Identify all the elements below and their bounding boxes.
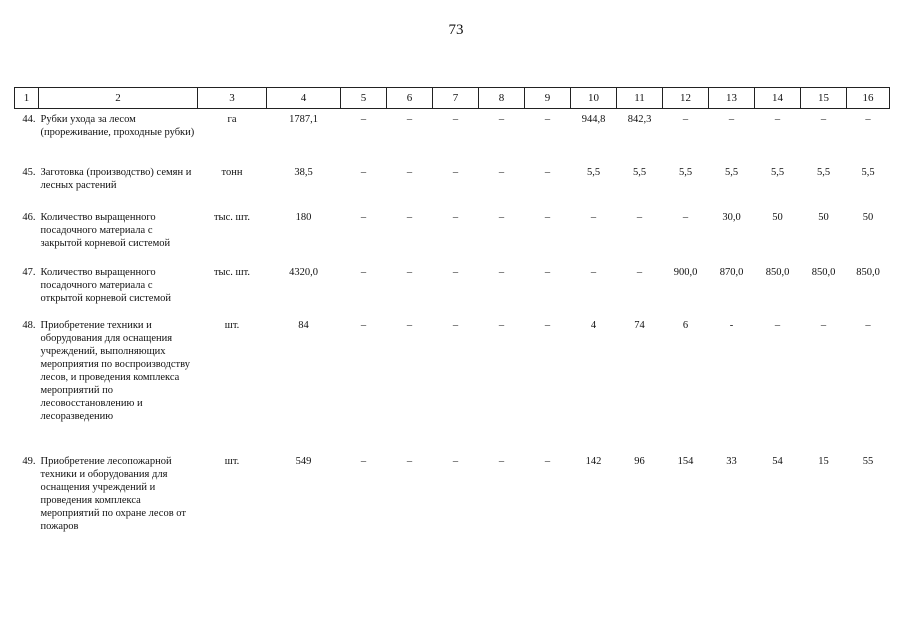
cell-value: 5,5 [586, 167, 601, 178]
cell-value: 50 [862, 212, 874, 223]
cell-value: 55 [862, 456, 874, 467]
cell-value: – [498, 267, 505, 278]
cell-value: – [865, 320, 871, 331]
cell-value: 142 [585, 456, 602, 467]
cell-value: 549 [295, 456, 312, 467]
cell-value: 30,0 [722, 212, 741, 223]
page-number: 73 [448, 22, 464, 38]
row-name: Заготовка (производство) семян и лесных растений [40, 167, 192, 191]
row-name: Количество выращенного посадочного материала с закрытой корневой системой [40, 212, 171, 249]
cell-value: – [636, 212, 643, 223]
cell-value: 154 [677, 456, 694, 467]
cell-value: 1787,1 [289, 114, 318, 125]
row-unit: шт. [224, 456, 240, 467]
cell-value: – [498, 114, 505, 125]
row-name: Приобретение техники и оборудования для оснащения учреждений, выполняющих мероприятия по воспроизводству лесов, и проведения комплекса мероприятий по лесовосстановлению и лесоразведению [40, 320, 190, 422]
cell-value: 38,5 [294, 167, 313, 178]
cell-value: 50 [818, 212, 829, 223]
table-row [15, 109, 890, 163]
cell-value: – [498, 456, 505, 467]
cell-value: 6 [682, 320, 689, 331]
table-row [15, 315, 890, 451]
table-row [15, 451, 890, 545]
cell-value: – [360, 167, 367, 178]
column-header: 1 [15, 88, 39, 109]
cell-value: – [544, 212, 551, 223]
cell-value: – [774, 114, 781, 125]
cell-value: – [728, 114, 735, 125]
cell-value: – [544, 320, 551, 331]
cell-value: – [360, 212, 367, 223]
column-header: 10 [571, 88, 617, 109]
table-row [15, 162, 890, 207]
cell-value: – [360, 456, 367, 467]
cell-value: 4320,0 [289, 267, 318, 278]
cell-value: – [820, 114, 827, 125]
cell-value: 5,5 [816, 167, 831, 178]
cell-value: – [682, 212, 689, 223]
column-header: 15 [801, 88, 847, 109]
cell-value: – [360, 267, 367, 278]
cell-value: 5,5 [861, 167, 875, 178]
column-header: 12 [663, 88, 709, 109]
cell-value: – [498, 167, 505, 178]
column-header: 4 [267, 88, 341, 109]
cell-value: 850,0 [765, 267, 790, 278]
cell-value: – [498, 320, 505, 331]
cell-value: 5,5 [770, 167, 785, 178]
cell-value: 74 [634, 320, 645, 331]
cell-value: – [544, 456, 551, 467]
column-header: 8 [479, 88, 525, 109]
cell-value: – [406, 114, 413, 125]
cell-value: – [544, 267, 551, 278]
column-header: 7 [433, 88, 479, 109]
cell-value: – [590, 212, 597, 223]
row-unit: тыс. шт. [213, 212, 251, 223]
row-name: Количество выращенного посадочного материала с открытой корневой системой [40, 267, 171, 304]
cell-value: – [452, 267, 459, 278]
header-row [15, 88, 890, 109]
cell-value: 5,5 [724, 167, 739, 178]
cell-value: – [865, 114, 871, 125]
row-name: Рубки ухода за лесом (прореживание, проходные рубки) [40, 114, 195, 138]
cell-value: – [360, 114, 367, 125]
cell-value: 870,0 [719, 267, 744, 278]
cell-value: 15 [818, 456, 829, 467]
cell-value: – [498, 212, 505, 223]
cell-value: - [729, 320, 734, 331]
column-header: 2 [39, 88, 198, 109]
column-header: 14 [755, 88, 801, 109]
row-unit: шт. [224, 320, 240, 331]
cell-value: 850,0 [811, 267, 836, 278]
cell-value: 54 [772, 456, 783, 467]
cell-value: – [544, 114, 551, 125]
column-header: 6 [387, 88, 433, 109]
cell-value: 850,0 [856, 267, 880, 278]
cell-value: 5,5 [632, 167, 647, 178]
cell-value: – [452, 320, 459, 331]
column-header: 16 [847, 88, 890, 109]
cell-value: – [406, 456, 413, 467]
row-number: 45. [22, 167, 36, 178]
row-number: 47. [22, 267, 36, 278]
cell-value: 5,5 [678, 167, 693, 178]
cell-value: 944,8 [581, 114, 606, 125]
cell-value: – [406, 267, 413, 278]
cell-value: – [590, 267, 597, 278]
cell-value: – [360, 320, 367, 331]
data-table [14, 87, 890, 545]
column-header: 3 [198, 88, 267, 109]
cell-value: – [636, 267, 643, 278]
cell-value: 180 [295, 212, 312, 223]
table-row [15, 207, 890, 262]
cell-value: 84 [298, 320, 309, 331]
cell-value: – [682, 114, 689, 125]
cell-value: 900,0 [673, 267, 698, 278]
cell-value: – [452, 167, 459, 178]
row-unit: тонн [221, 167, 243, 178]
row-number: 48. [22, 320, 36, 331]
row-number: 46. [22, 212, 36, 223]
cell-value: 33 [726, 456, 737, 467]
cell-value: – [452, 456, 459, 467]
cell-value: – [820, 320, 827, 331]
row-unit: га [227, 114, 237, 125]
cell-value: 50 [772, 212, 783, 223]
cell-value: – [406, 167, 413, 178]
table-row [15, 262, 890, 315]
cell-value: – [406, 212, 413, 223]
cell-value: – [774, 320, 781, 331]
row-unit: тыс. шт. [213, 267, 251, 278]
cell-value: – [452, 212, 459, 223]
row-number: 49. [22, 456, 36, 467]
cell-value: 96 [634, 456, 645, 467]
cell-value: – [544, 167, 551, 178]
column-header: 13 [709, 88, 755, 109]
cell-value: 842,3 [627, 114, 652, 125]
cell-value: – [406, 320, 413, 331]
cell-value: 4 [590, 320, 597, 331]
row-number: 44. [22, 114, 36, 125]
cell-value: – [452, 114, 459, 125]
row-name: Приобретение лесопожарной техники и оборудования для оснащения учреждений и проведения комплекса мероприятий по охране лесов от пожаров [40, 456, 186, 532]
column-header: 9 [525, 88, 571, 109]
column-header: 5 [341, 88, 387, 109]
column-header: 11 [617, 88, 663, 109]
